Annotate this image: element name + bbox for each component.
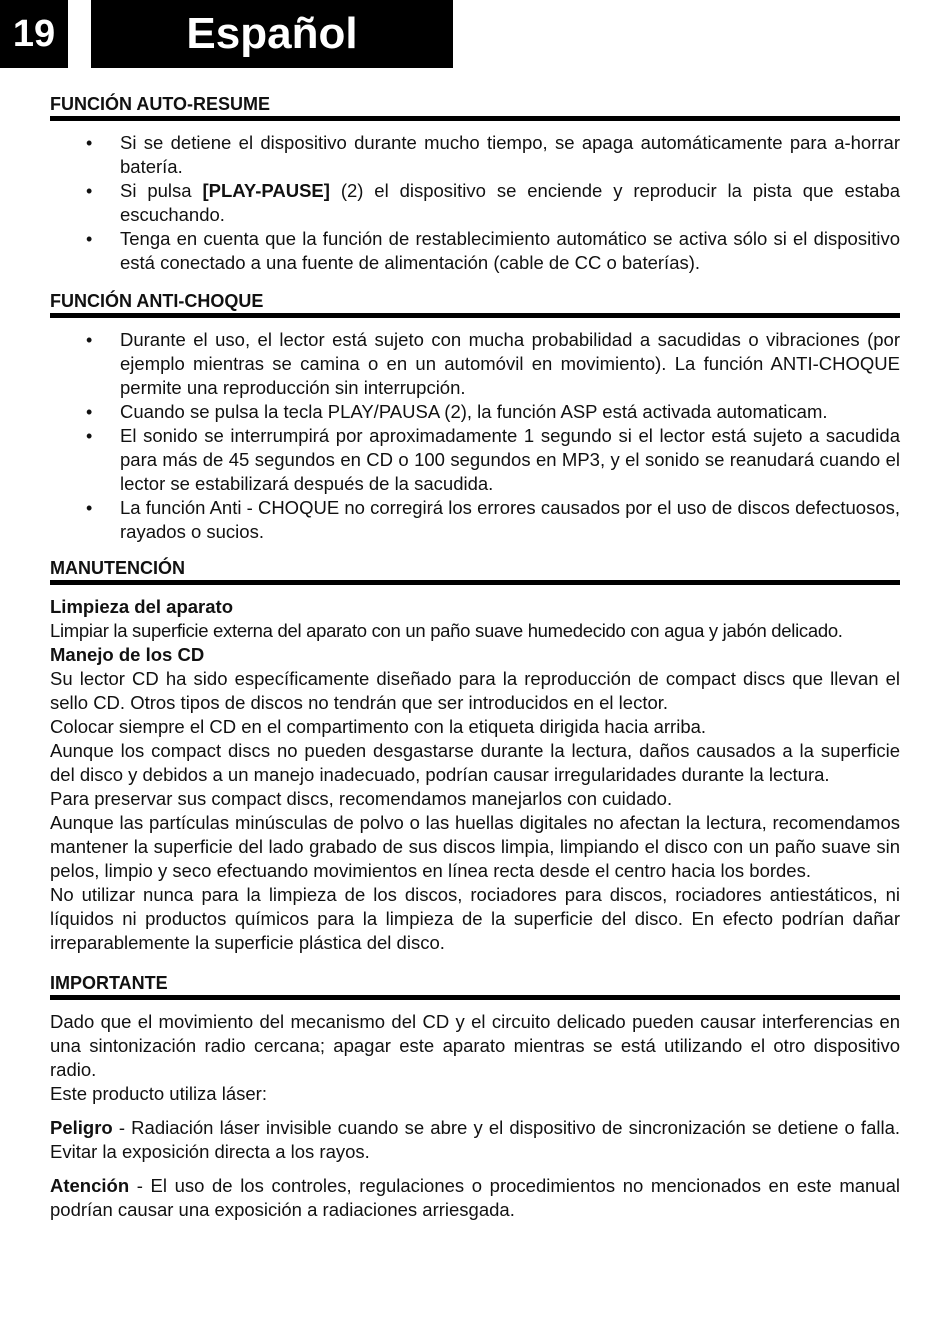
paragraph: Dado que el movimiento del mecanismo del CD y el circuito delicado pueden causar interferencias en una sintonización radio cercana; apagar este aparato mientras se está utilizando el otro dispositivo radio. (50, 1011, 900, 1080)
list-item: • La función Anti - CHOQUE no corregirá los errores causados por el uso de discos defectuosos, rayados o sucios. (50, 496, 900, 544)
page-number: 19 (0, 0, 68, 68)
warning-peligro (50, 1116, 900, 1164)
paragraph: Su lector CD ha sido específicamente diseñado para la reproducción de compact discs que llevan el sello CD. Otros tipos de discos no tendrán que ser introducidos en el lector. (50, 668, 900, 713)
section-title-auto-resume: FUNCIÓN AUTO-RESUME (50, 92, 900, 121)
section-title-anti-choque: FUNCIÓN ANTI-CHOQUE (50, 289, 900, 318)
subheading-limpieza: Limpieza del aparato (50, 596, 233, 617)
list-item: • Tenga en cuenta que la función de restablecimiento automático se activa sólo si el dispositivo está conectado a una fuente de alimentación (cable de CC o baterías). (50, 227, 900, 275)
paragraph: Colocar siempre el CD en el compartimento con la etiqueta dirigida hacia arriba. (50, 716, 707, 737)
paragraph: Aunque los compact discs no pueden desgastarse durante la lectura, daños causados a la superficie del disco y debidos a un manejo inadecuado, podrían causar irregularidades durante la lectura. (50, 740, 900, 785)
subheading-manejo: Manejo de los CD (50, 644, 205, 665)
list-item-text: (2) el dispositivo se enciende y reproducir la pista que estaba escuchando. (120, 180, 901, 225)
paragraph: No utilizar nunca para la limpieza de los discos, rociadores para discos, rociadores antiestáticos, ni líquidos ni productos químicos para la limpieza de la superficie del disco. En efecto podrían dañar irreparablemente la superficie plástica del disco. (50, 884, 900, 953)
language-banner: Español (91, 0, 453, 68)
paragraph: Aunque las partículas minúsculas de polvo o las huellas digitales no afectan la lectura, recomendamos mantener la superficie del lado grabado de sus discos limpia, limpiando el disco con un paño suave sin pelos, limpio y seco efectuando movimientos en línea recta desde el centro hacia los bordes. (50, 812, 900, 881)
list-item: • El sonido se interrumpirá por aproximadamente 1 segundo si el lector está sujeto a sacudida para más de 45 segundos en CD o 100 segundos en MP3, y el sonido se reanudará cuando el lector se estabilizará después de la sacudida. (50, 424, 900, 496)
anti-choque-list (50, 328, 900, 544)
list-item: • Cuando se pulsa la tecla PLAY/PAUSA (2), la función ASP está activada automaticam. (50, 400, 900, 424)
warning-label-atencion: Atención (50, 1175, 130, 1196)
auto-resume-list (50, 131, 900, 275)
warning-label-peligro: Peligro (50, 1117, 113, 1138)
paragraph: Limpiar la superficie externa del aparato con un paño suave humedecido con agua y jabón delicado. (50, 620, 843, 641)
list-item: • Si se detiene el dispositivo durante mucho tiempo, se apaga automáticamente para a-horrar batería. (50, 131, 900, 179)
paragraph: Este producto utiliza láser: (50, 1083, 267, 1104)
list-item: • Durante el uso, el lector está sujeto con mucha probabilidad a sacudidas o vibraciones (por ejemplo mientras se camina o en un automóvil en movimiento). La función ANTI-CHOQUE permite una reproducción sin interrupción. (50, 328, 900, 400)
list-item-text: Si pulsa (120, 180, 192, 201)
warning-text: - El uso de los controles, regulaciones o procedimientos no mencionados en este manual podrían causar una exposición a radiaciones arriesgada. (50, 1175, 900, 1220)
paragraph: Para preservar sus compact discs, recomendamos manejarlos con cuidado. (50, 788, 673, 809)
list-item (50, 179, 900, 227)
warning-atencion (50, 1174, 900, 1222)
warning-text: - Radiación láser invisible cuando se abre y el dispositivo de sincronización se detiene o falla. Evitar la exposición directa a los rayos. (50, 1117, 901, 1162)
manual-content (50, 92, 900, 1222)
section-title-importante: IMPORTANTE (50, 971, 900, 1000)
section-title-manutencion: MANUTENCIÓN (50, 556, 900, 585)
key-label-play-pause: [PLAY-PAUSE] (202, 180, 330, 201)
